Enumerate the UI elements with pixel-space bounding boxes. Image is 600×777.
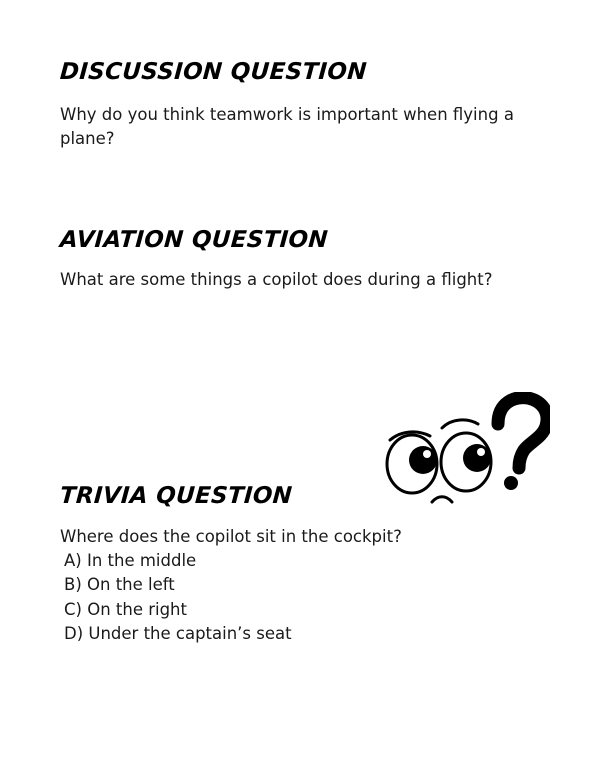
trivia-question-text: Where does the copilot sit in the cockpit? bbox=[60, 527, 402, 546]
trivia-option-b: B) On the left bbox=[64, 575, 175, 595]
confused-face-question-mark-icon bbox=[380, 392, 550, 512]
aviation-question-text: What are some things a copilot does during a flight? bbox=[60, 270, 493, 289]
trivia-option-a: A) In the middle bbox=[64, 551, 197, 570]
discussion-question-text: Why do you think teamwork is important when flying a plane? bbox=[60, 105, 514, 148]
trivia-options-list bbox=[64, 549, 292, 646]
trivia-option-d: D) Under the captain’s seat bbox=[64, 623, 292, 643]
aviation-question-heading: AVIATION QUESTION bbox=[59, 227, 329, 253]
trivia-option-c: C) On the right bbox=[64, 599, 187, 619]
discussion-question-heading: DISCUSSION QUESTION bbox=[59, 59, 368, 85]
trivia-question-heading: TRIVIA QUESTION bbox=[59, 483, 294, 509]
